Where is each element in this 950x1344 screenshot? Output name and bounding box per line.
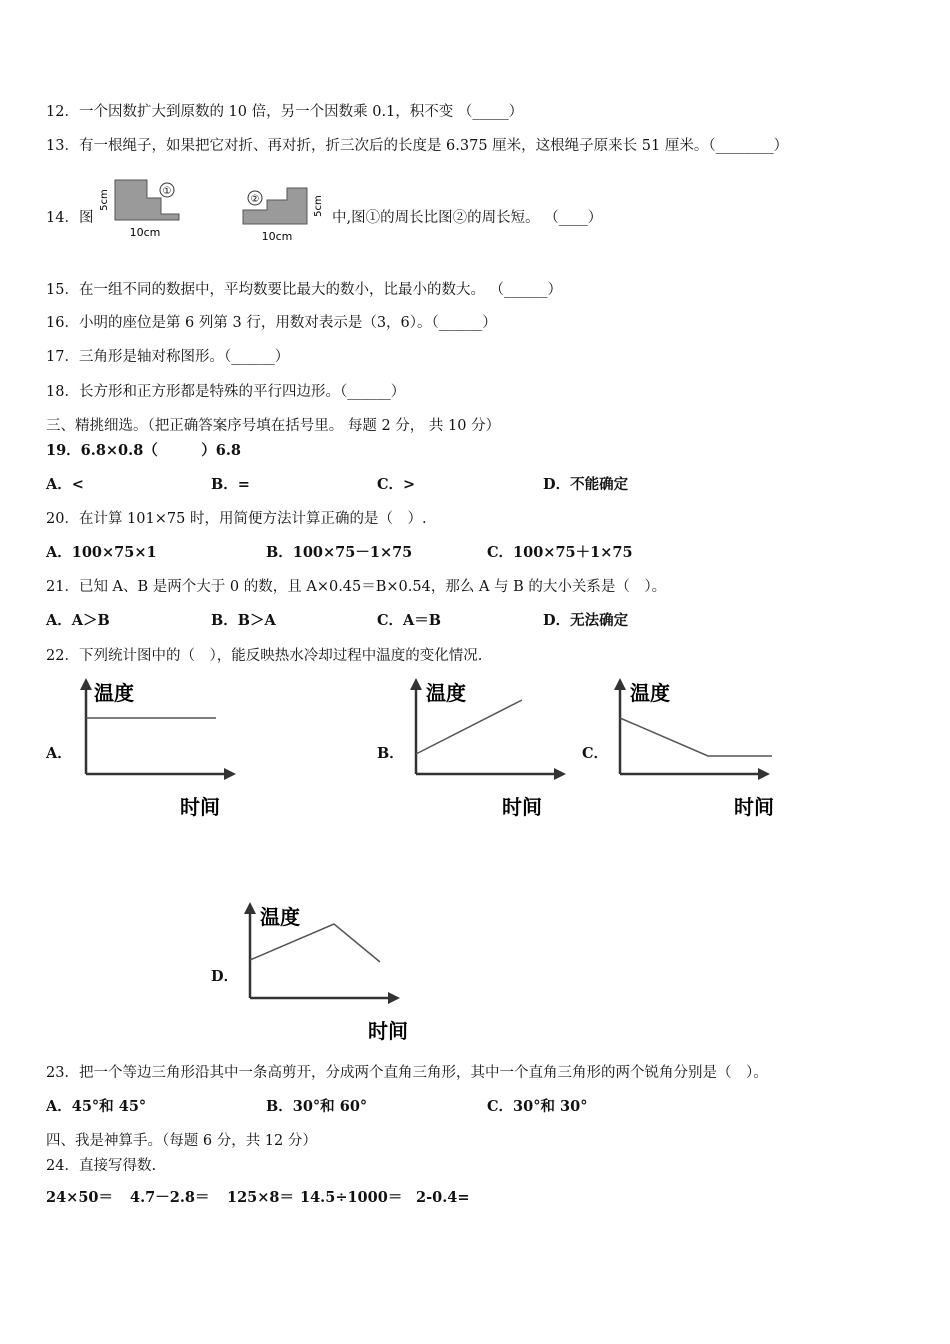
q24-item-4: 14.5÷1000＝ (300, 1189, 403, 1206)
q19-option-b: B．= (211, 476, 250, 493)
q19-option-a: A．< (46, 476, 84, 493)
q20-option-c: C．100×75＋1×75 (487, 544, 633, 561)
q24-item-3: 125×8＝ (227, 1189, 295, 1206)
figure-2-label: ② (250, 194, 260, 205)
graph-c-xlabel: 时间 (734, 795, 774, 819)
q23-option-c: C．30°和 30° (487, 1098, 588, 1115)
question-17: 17．三角形是轴对称图形。（______） (46, 349, 290, 365)
graph-d-ylabel: 温度 (260, 905, 300, 929)
question-21: 21．已知 A、B 是两个大于 0 的数，且 A×0.45＝B×0.54，那么 A 与 B 的大小关系是（ ）。 (46, 579, 667, 595)
figure-1-height: 5cm (99, 189, 110, 211)
graph-a (70, 674, 250, 824)
graph-b-xlabel: 时间 (502, 795, 542, 819)
graph-a-xlabel: 时间 (180, 795, 220, 819)
q22-option-c: C． (582, 745, 609, 762)
graph-c-line (620, 718, 772, 756)
graph-c-ylabel: 温度 (630, 681, 670, 705)
graph-b (400, 674, 580, 824)
graph-b-ylabel: 温度 (426, 681, 466, 705)
graph-d-xlabel: 时间 (368, 1019, 408, 1043)
question-23: 23．把一个等边三角形沿其中一条高剪开，分成两个直角三角形，其中一个直角三角形的两个锐角分别是（ ）。 (46, 1065, 768, 1081)
q24-item-2: 4.7－2.8＝ (130, 1189, 210, 1206)
question-16: 16．小明的座位是第 6 列第 3 行，用数对表示是（3，6）。（______） (46, 315, 497, 331)
q19-option-d: D．不能确定 (543, 476, 629, 493)
q22-option-a: A． (46, 745, 72, 762)
question-19: 19．6.8×0.8（ ）6.8 (46, 442, 242, 459)
graph-a-ylabel: 温度 (94, 681, 134, 705)
graph-c (604, 674, 784, 824)
figure-1-width: 10cm (129, 226, 161, 239)
figure-2 (235, 180, 335, 246)
question-14-number: 14．图 (46, 210, 94, 226)
q22-option-d: D． (211, 968, 239, 985)
question-18: 18．长方形和正方形都是特殊的平行四边形。（______） (46, 384, 406, 400)
q22-option-b: B． (377, 745, 404, 762)
question-13: 13．有一根绳子，如果把它对折、再对折，折三次后的长度是 6.375 厘米，这根绳子原来长 51 厘米。（________） (46, 138, 789, 154)
section-3-heading: 三、精挑细选。（把正确答案序号填在括号里。 每题 2 分， 共 10 分） (46, 418, 501, 434)
figure-2-width: 10cm (261, 230, 293, 243)
question-15: 15．在一组不同的数据中，平均数要比最大的数小，比最小的数大。 （______） (46, 282, 563, 298)
section-4-heading: 四、我是神算手。（每题 6 分，共 12 分） (46, 1133, 317, 1149)
question-24: 24．直接写得数. (46, 1158, 157, 1174)
q23-option-a: A．45°和 45° (46, 1098, 147, 1115)
q20-option-b: B．100×75－1×75 (266, 544, 413, 561)
figure-1-label: ① (162, 186, 172, 197)
question-12: 12．一个因数扩大到原数的 10 倍，另一个因数乘 0.1，积不变 （_____） (46, 104, 524, 120)
q21-option-d: D．无法确定 (543, 612, 629, 629)
q21-option-a: A．A＞B (46, 612, 110, 629)
q23-option-b: B．30°和 60° (266, 1098, 368, 1115)
q20-option-a: A．100×75×1 (46, 544, 157, 561)
question-22: 22．下列统计图中的（ ），能反映热水冷却过程中温度的变化情况. (46, 648, 483, 664)
graph-d (234, 898, 414, 1048)
q24-item-5: 2-0.4= (416, 1189, 470, 1206)
figure-2-height: 5cm (313, 195, 324, 217)
q21-option-c: C．A＝B (377, 612, 442, 629)
q24-item-1: 24×50＝ (46, 1189, 114, 1206)
q19-option-c: C．> (377, 476, 416, 493)
question-14-text: 中,图①的周长比图②的周长短。 （____） (332, 210, 603, 226)
graph-d-line (250, 924, 380, 962)
question-20: 20．在计算 101×75 时，用简便方法计算正确的是（ ）. (46, 511, 427, 527)
figure-1 (95, 176, 195, 242)
graph-b-line (416, 700, 522, 754)
q21-option-b: B．B＞A (211, 612, 276, 629)
